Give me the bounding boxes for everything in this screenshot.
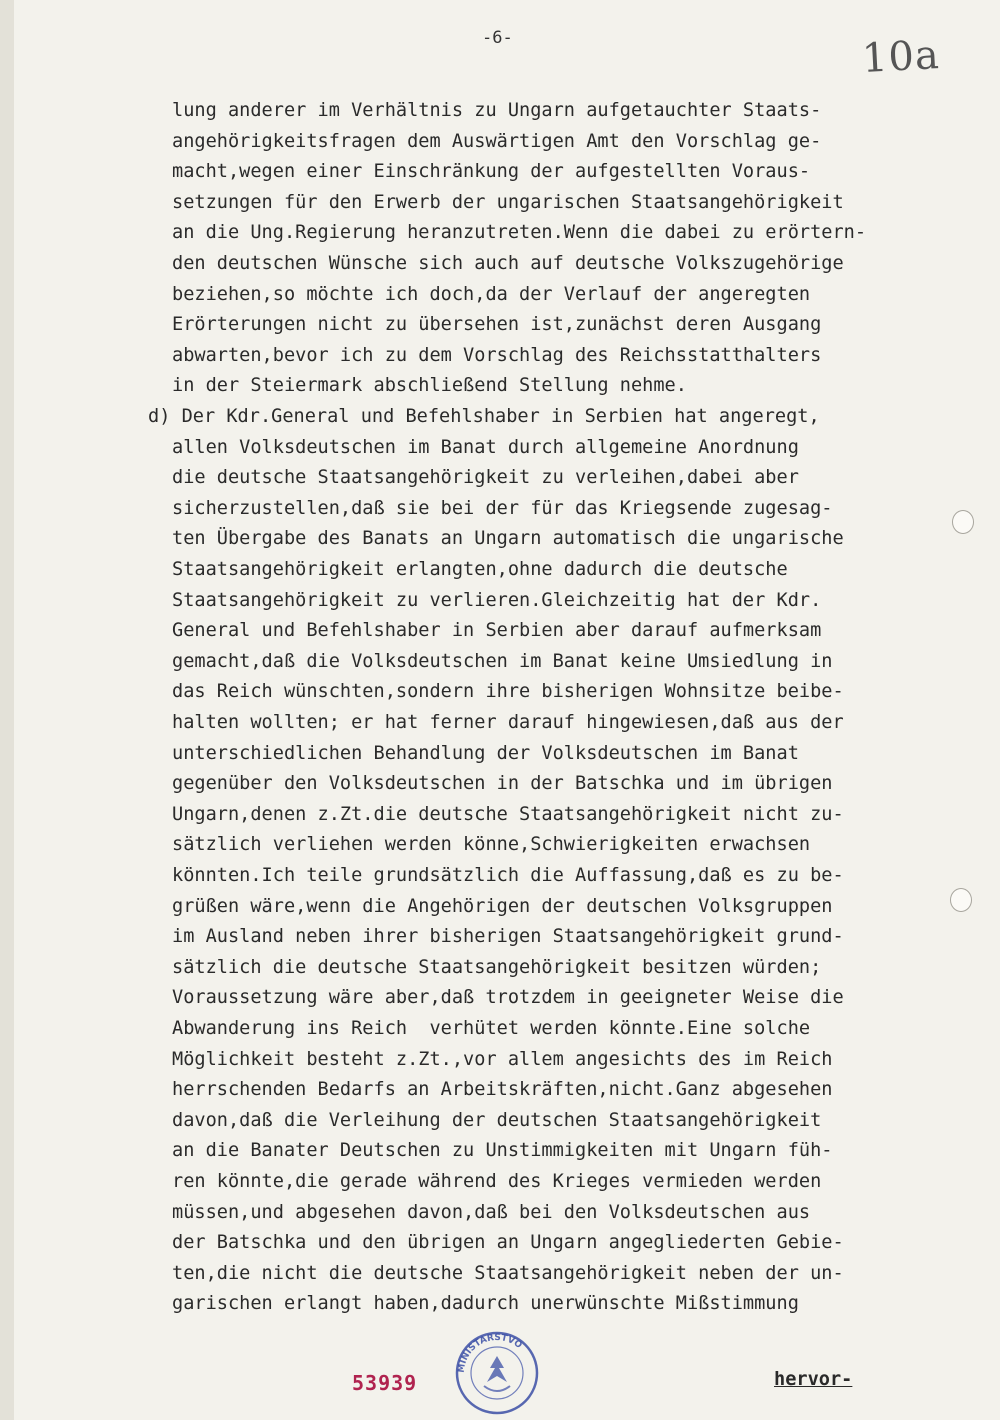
- body-line: Abwanderung ins Reich verhütet werden könnte.Eine solche: [172, 1018, 811, 1039]
- body-line: Erörterungen nicht zu übersehen ist,zunächst deren Ausgang: [172, 314, 822, 336]
- body-line: sätzlich die deutsche Staatsangehörigkeit besitzen würden;: [172, 956, 822, 978]
- body-line: unterschiedlichen Behandlung der Volksdeutschen im Banat: [172, 742, 799, 764]
- ministry-seal-stamp: [452, 1328, 542, 1418]
- body-line: im Ausland neben ihrer bisherigen Staatsangehörigkeit grund-: [172, 926, 844, 948]
- body-line: setzungen für den Erwerb der ungarischen Staatsangehörigkeit: [172, 191, 844, 213]
- body-line: lung anderer im Verhältnis zu Ungarn aufgetauchter Staats-: [172, 100, 822, 121]
- body-line: grüßen wäre,wenn die Angehörigen der deutschen Volksgruppen: [172, 895, 833, 917]
- body-line: das Reich wünschten,sondern ihre bisherigen Wohnsitze beibe-: [172, 681, 844, 703]
- body-line: sätzlich verliehen werden könne,Schwierigkeiten erwachsen: [172, 834, 811, 856]
- body-line: gemacht,daß die Volksdeutschen im Banat keine Umsiedlung in: [172, 650, 833, 672]
- body-line: ren könnte,die gerade während des Krieges vermieden werden: [172, 1171, 822, 1192]
- body-line: macht,wegen einer Einschränkung der aufgestellten Voraus-: [172, 161, 811, 183]
- body-line: beziehen,so möchte ich doch,da der Verlauf der angeregten: [172, 283, 811, 305]
- stamp-text: MINISTARSTVO: [456, 1332, 524, 1374]
- handwritten-folio-number: 10a: [860, 31, 941, 83]
- body-line: der Batschka und den übrigen an Ungarn angegliederten Gebie-: [172, 1232, 844, 1254]
- body-line: Voraussetzung wäre aber,daß trotzdem in geeigneter Weise die: [172, 987, 844, 1009]
- body-line: d) Der Kdr.General und Befehlshaber in Serbien hat angeregt,: [148, 406, 820, 427]
- body-line: General und Befehlshaber in Serbien aber darauf aufmerksam: [172, 620, 822, 642]
- body-line: ten,die nicht die deutsche Staatsangehörigkeit neben der un-: [172, 1262, 844, 1284]
- body-line: Ungarn,denen z.Zt.die deutsche Staatsangehörigkeit nicht zu-: [172, 803, 844, 825]
- body-line: müssen,und abgesehen davon,daß bei den Volksdeutschen aus: [172, 1201, 811, 1223]
- body-line: die deutsche Staatsangehörigkeit zu verleihen,dabei aber: [172, 467, 799, 489]
- body-line: angehörigkeitsfragen dem Auswärtigen Amt den Vorschlag ge-: [172, 130, 822, 152]
- body-line: an die Ung.Regierung heranzutreten.Wenn die dabei zu erörtern-: [172, 222, 867, 244]
- body-line: könnten.Ich teile grundsätzlich die Auffassung,daß es zu be-: [172, 865, 844, 886]
- body-line: abwarten,bevor ich zu dem Vorschlag des Reichsstatthalters: [172, 344, 822, 366]
- body-line: Möglichkeit besteht z.Zt.,vor allem angesichts des im Reich: [172, 1048, 833, 1070]
- punch-hole-lower: [950, 888, 972, 912]
- body-line: in der Steiermark abschließend Stellung nehme.: [172, 375, 687, 397]
- catchword-next-page: hervor-: [774, 1369, 853, 1390]
- body-line: den deutschen Wünsche sich auch auf deutsche Volkszugehörige: [172, 253, 844, 274]
- body-line: davon,daß die Verleihung der deutschen Staatsangehörigkeit: [172, 1109, 822, 1131]
- body-line: Staatsangehörigkeit erlangten,ohne dadurch die deutsche: [172, 559, 788, 580]
- body-line: an die Banater Deutschen zu Unstimmigkeiten mit Ungarn füh-: [172, 1140, 833, 1162]
- scan-edge-shadow: [0, 0, 14, 1420]
- body-line: halten wollten; er hat ferner darauf hingewiesen,daß aus der: [172, 712, 844, 733]
- body-line: sicherzustellen,daß sie bei der für das Kriegsende zugesag-: [172, 497, 833, 519]
- body-line: allen Volksdeutschen im Banat durch allgemeine Anordnung: [172, 436, 799, 458]
- punch-hole-upper: [952, 510, 974, 534]
- body-line: herrschenden Bedarfs an Arbeitskräften,nicht.Ganz abgesehen: [172, 1079, 833, 1101]
- body-line: ten Übergabe des Banats an Ungarn automatisch die ungarische: [172, 528, 844, 550]
- body-line: garischen erlangt haben,dadurch unerwünschte Mißstimmung: [172, 1293, 799, 1315]
- body-line: Staatsangehörigkeit zu verlieren.Gleichzeitig hat der Kdr.: [172, 589, 822, 611]
- archive-number-stamp: 53939: [352, 1371, 418, 1395]
- body-line: gegenüber den Volksdeutschen in der Batschka und im übrigen: [172, 773, 833, 795]
- page-number: -6-: [482, 28, 513, 48]
